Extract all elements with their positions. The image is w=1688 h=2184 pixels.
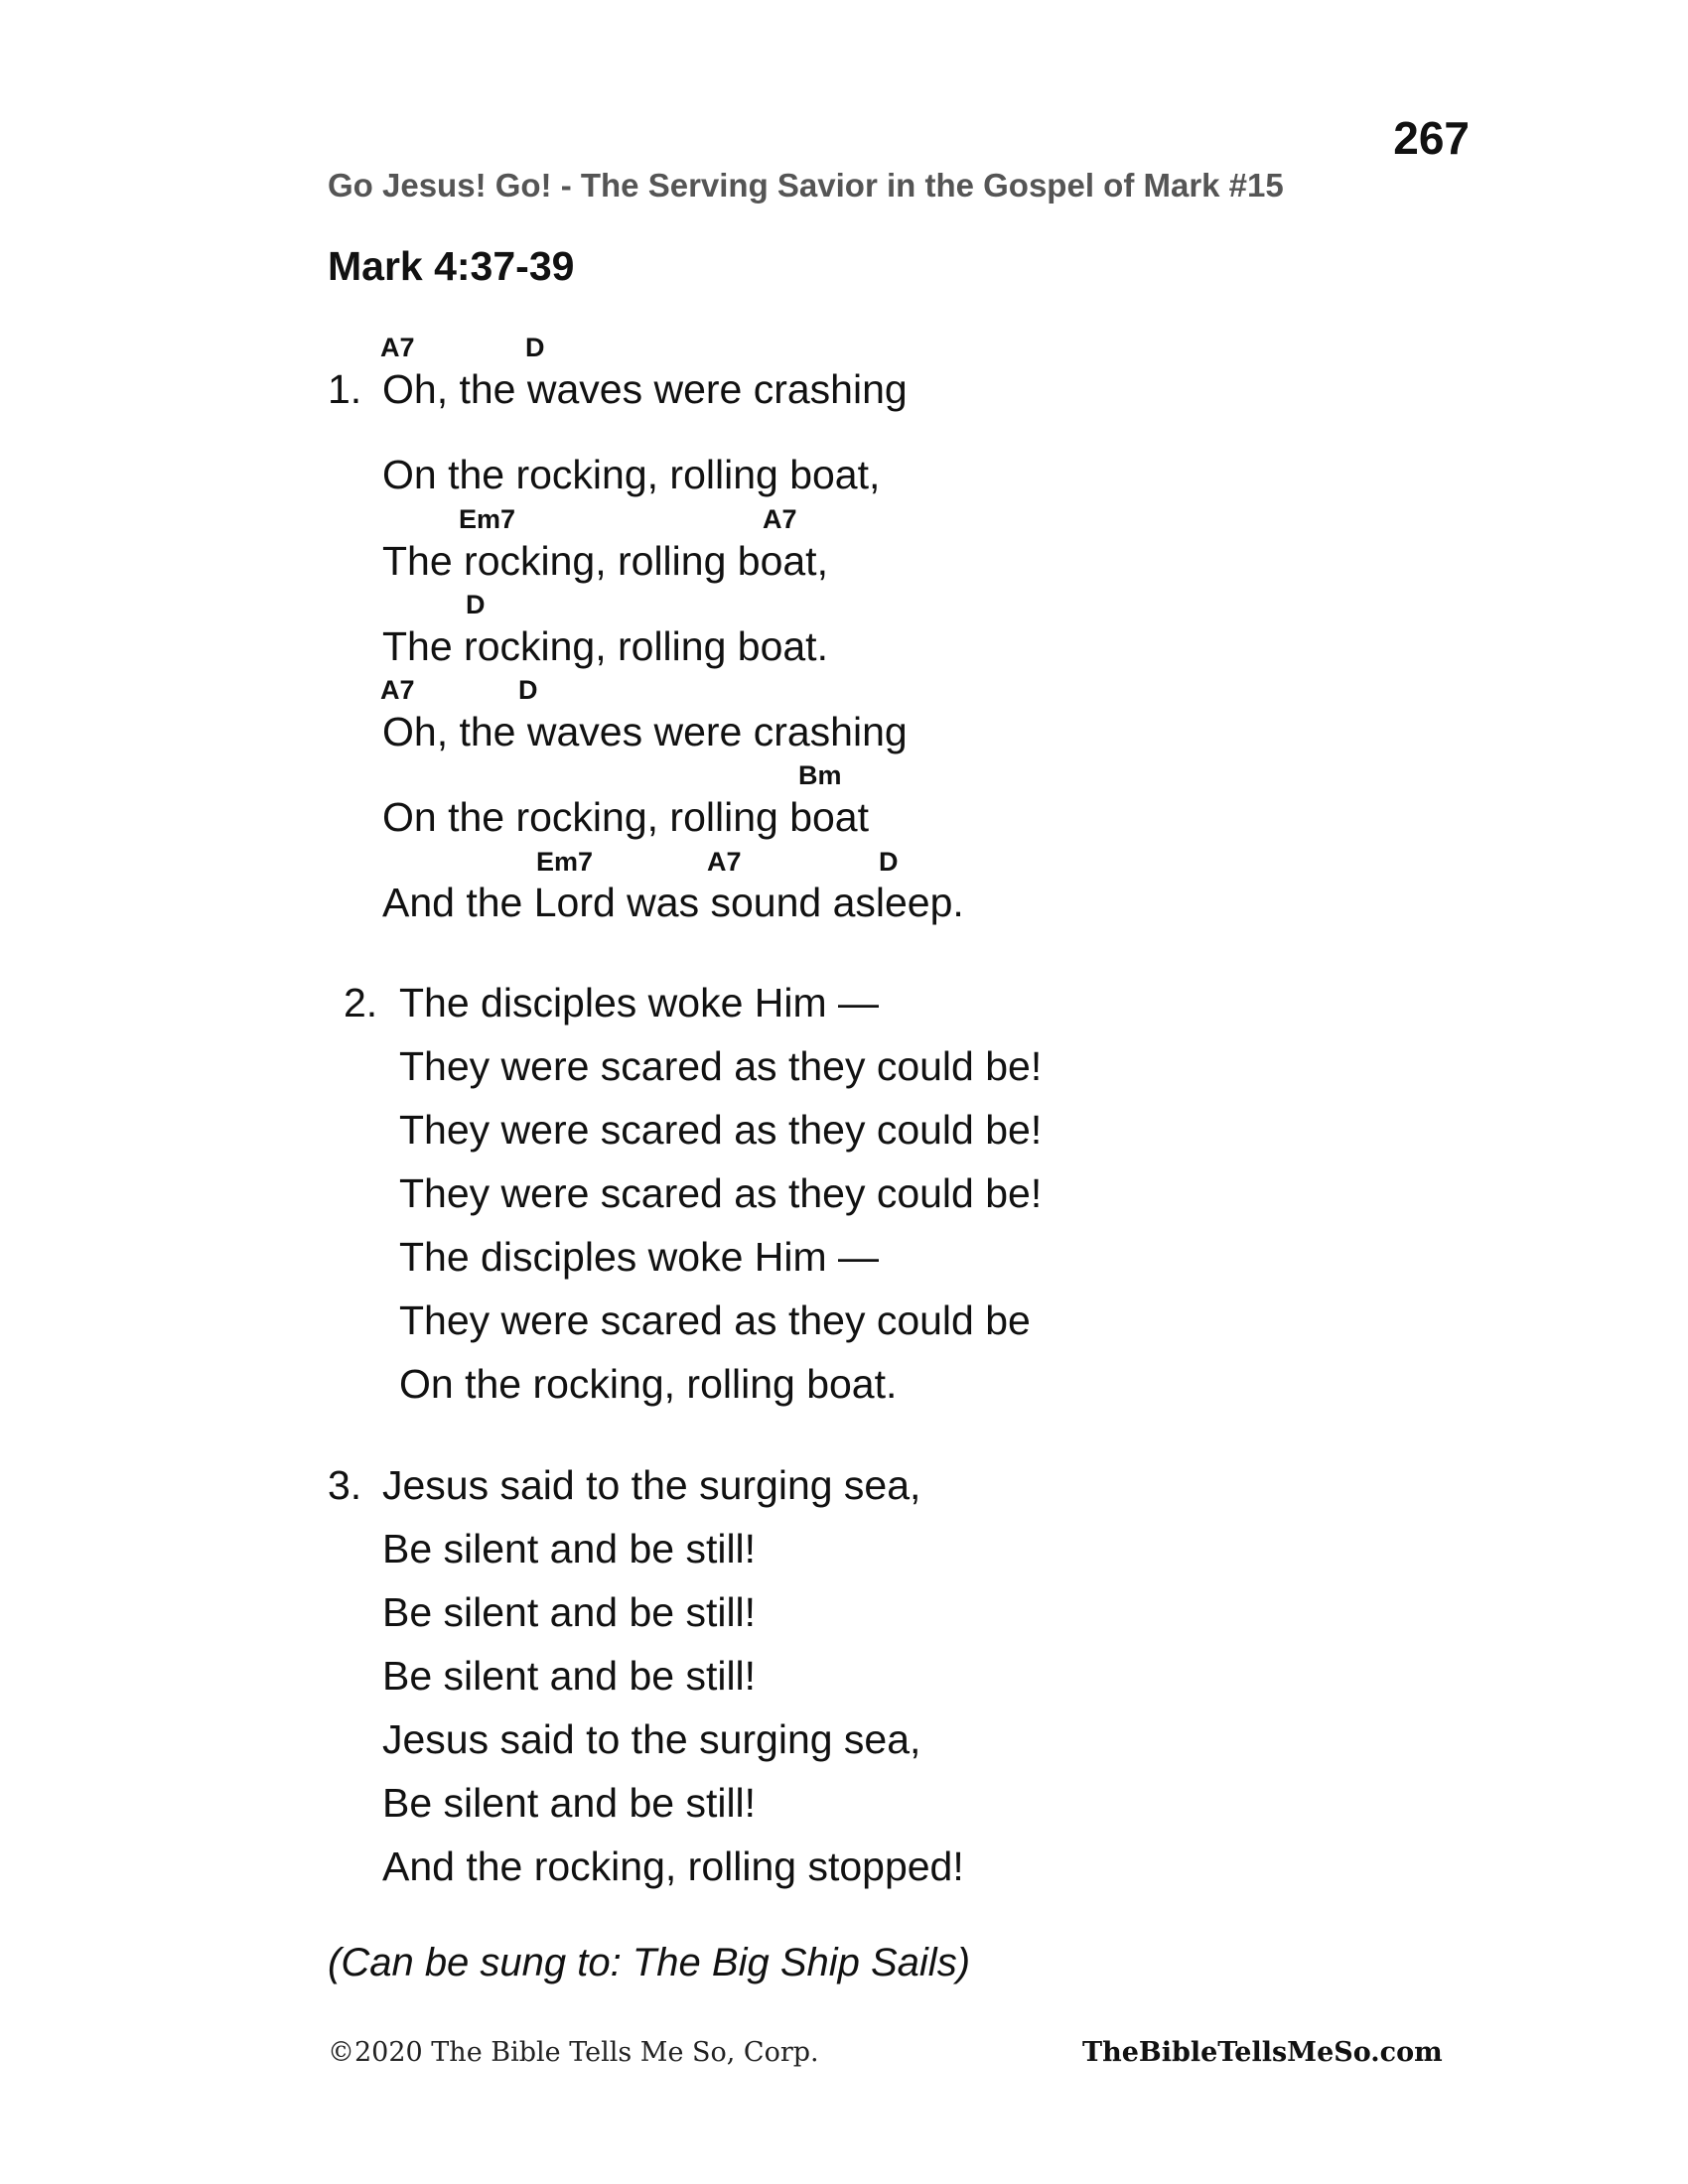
lyric-line: Oh, the waves were crashing xyxy=(382,366,908,412)
lyric-line: Jesus said to the surging sea, xyxy=(382,1716,921,1762)
lyric-line: They were scared as they could be! xyxy=(399,1043,1043,1089)
chord: D xyxy=(518,675,538,705)
lyric-line: Be silent and be still! xyxy=(382,1653,757,1699)
lyric-line: They were scared as they could be! xyxy=(399,1170,1043,1216)
lyric-line: The disciples woke Him — xyxy=(399,1234,880,1280)
chord: A7 xyxy=(763,504,797,534)
lyric-line: On the rocking, rolling boat. xyxy=(399,1361,898,1407)
page-number: 267 xyxy=(1393,112,1470,164)
lyric-line: The disciples woke Him — xyxy=(399,980,880,1025)
lyric-line: Oh, the waves were crashing xyxy=(382,709,908,754)
copyright: ©2020 The Bible Tells Me So, Corp. xyxy=(328,2037,819,2068)
series-title: Go Jesus! Go! - The Serving Savior in the Gospel of Mark #15 xyxy=(328,167,1284,204)
lyric-line: And the rocking, rolling stopped! xyxy=(382,1843,964,1889)
verse-number: 1. xyxy=(328,366,362,412)
tune-note: (Can be sung to: The Big Ship Sails) xyxy=(328,1941,971,1984)
verse-number: 2. xyxy=(344,980,378,1025)
lyric-line: Jesus said to the surging sea, xyxy=(382,1462,921,1508)
lyric-line: The rocking, rolling boat. xyxy=(382,623,828,669)
chord: Em7 xyxy=(459,504,516,534)
lyric-line: On the rocking, rolling boat xyxy=(382,794,869,840)
scripture-reference: Mark 4:37-39 xyxy=(328,243,575,289)
lyric-line: They were scared as they could be xyxy=(399,1297,1031,1343)
chord: Bm xyxy=(798,760,842,790)
website-link[interactable]: TheBibleTellsMeSo.com xyxy=(1082,2037,1443,2068)
chord: A7 xyxy=(380,333,415,362)
lyric-line: Be silent and be still! xyxy=(382,1589,757,1635)
lyric-line: Be silent and be still! xyxy=(382,1780,757,1826)
verse-number: 3. xyxy=(328,1462,362,1508)
chord: Em7 xyxy=(536,847,594,877)
chord: D xyxy=(525,333,545,362)
lyric-line: They were scared as they could be! xyxy=(399,1107,1043,1153)
chord: D xyxy=(879,847,899,877)
lyric-line: Be silent and be still! xyxy=(382,1526,757,1571)
lyric-line: The rocking, rolling boat, xyxy=(382,538,828,584)
lyric-line: And the Lord was sound asleep. xyxy=(382,880,964,925)
chord: A7 xyxy=(380,675,415,705)
chord: D xyxy=(466,590,486,619)
chord: A7 xyxy=(707,847,742,877)
lyric-line: On the rocking, rolling boat, xyxy=(382,452,881,497)
